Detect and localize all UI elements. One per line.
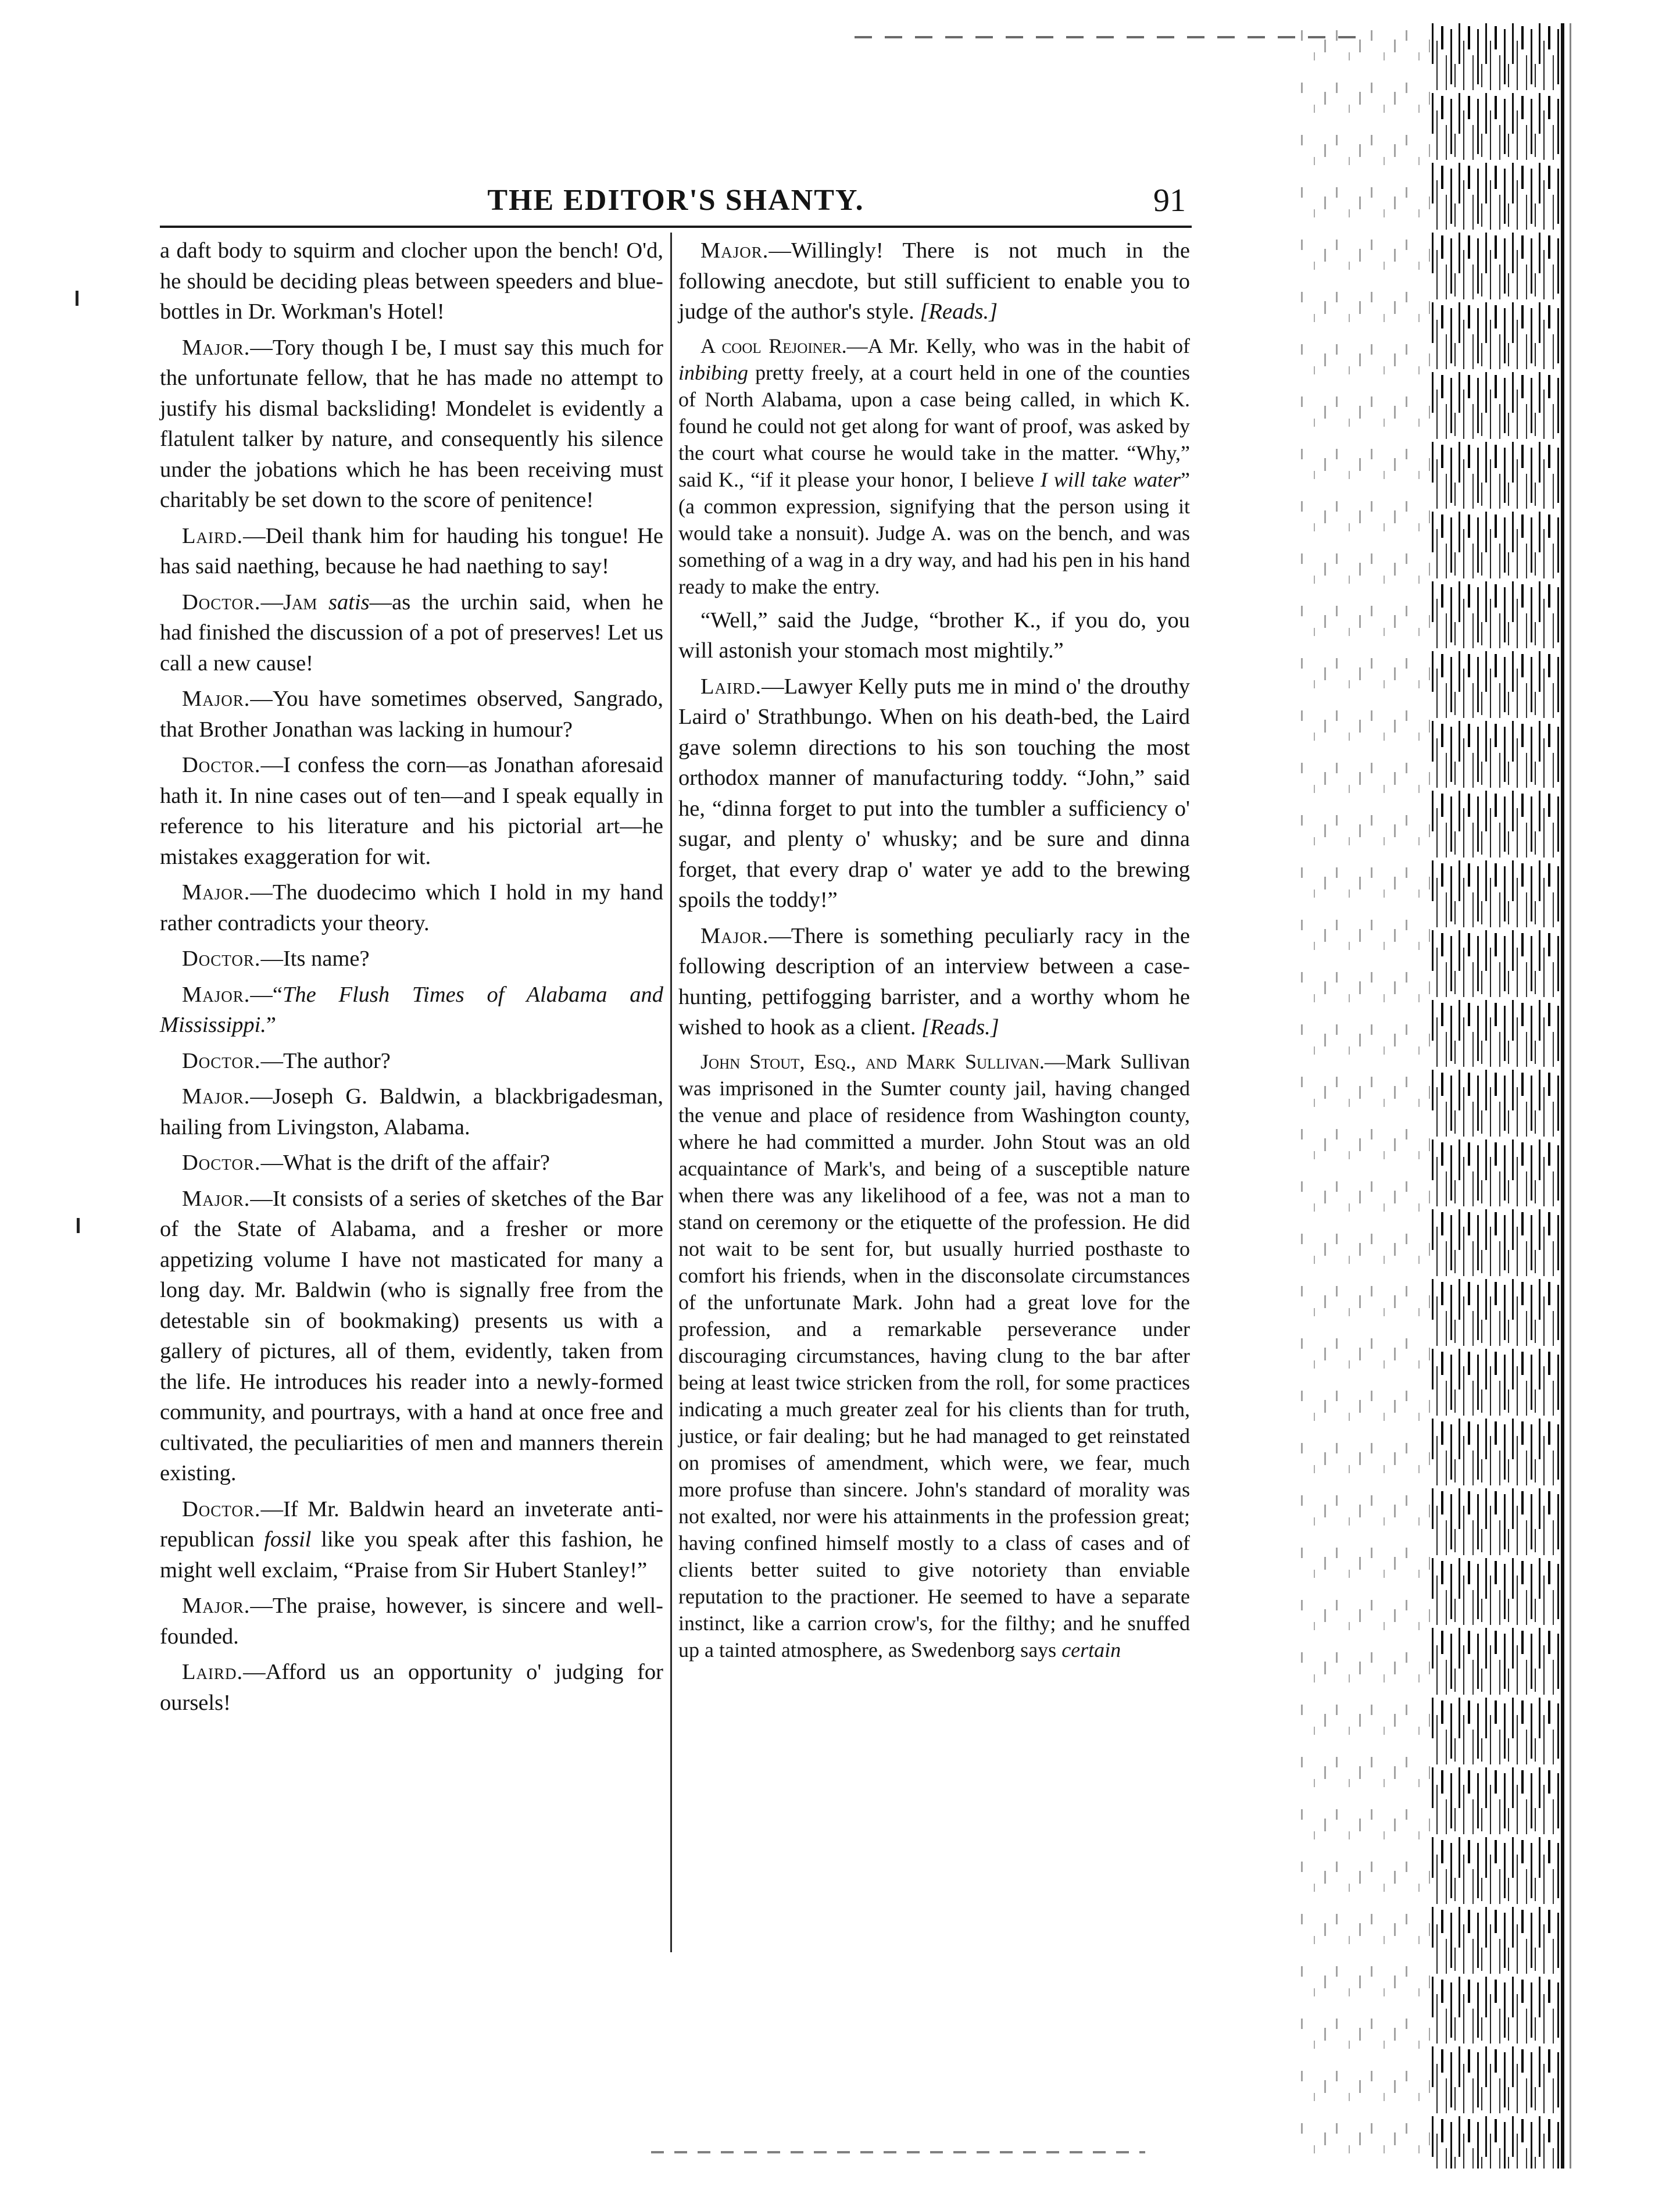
book-binding-edge <box>1296 23 1610 2169</box>
paragraph: Major.—The duodecimo which I hold in my hand rather contradicts your theory. <box>160 880 663 935</box>
speaker-label: Major. <box>182 687 251 711</box>
anecdote-heading: A cool Rejoiner. <box>700 334 847 358</box>
anecdote-heading: John Stout, Esq., and Mark Sullivan. <box>700 1049 1045 1073</box>
paragraph: Major.—There is something peculiarly racy in the following description of an interview between a case-hunting, pettifogging barrister, and a worthy whom he wished to hook as a client. [Reads.] <box>678 923 1190 1039</box>
right-column <box>678 235 1190 1669</box>
speaker-label: Major. <box>182 1084 251 1109</box>
page-header <box>160 177 1192 224</box>
speaker-label: Laird. <box>182 523 244 548</box>
running-title: THE EDITOR'S SHANTY. <box>487 184 864 217</box>
book-title: The Flush Times of Alabama and Mississippi. <box>160 982 663 1037</box>
paragraph: Major.—Joseph G. Baldwin, a blackbrigadesman, hailing from Livingston, Alabama. <box>160 1084 663 1139</box>
speaker-label: Laird. <box>700 674 762 699</box>
paragraph: Doctor.—The author? <box>182 1048 391 1073</box>
anecdote-paragraph: John Stout, Esq., and Mark Sullivan.—Mark Sullivan was imprisoned in the Sumter county jail, having changed the venue and place of residence from Washington county, where he had committed a murder. John Stout was an old acquaintance of Mark's, and being of a susceptible nature when there was any likelihood of a fee, was not a man to stand on ceremony or the etiquette of the profession. He did not wait to be sent for, but usually hurried posthaste to comfort his friends, when in the disconsolate circumstances of the unfortunate Mark. John had a great love for the profession, and a remarkable perseverance under discouraging circumstances, having clung to the bar after being at least twice stricken from the roll, for some practices indicating a much greater zeal for his clients than for truth, justice, or fair dealing; but he had managed to get reinstated on promises of amendment, which were, we fear, much more profuse than sincere. John's standard of morality was not exalted, nor were his attainments in the profession great; having confined himself mostly to a class of cases and of clients better suited to give notoriety than enviable reputation to the practioner. He seemed to have a separate instinct, like a carrion crow's, for the filthy; and he snuffed up a tainted atmosphere, as Swedenborg says certain <box>678 1049 1190 1662</box>
scan-top-dashes <box>855 36 1366 38</box>
column-rule <box>670 233 672 1952</box>
scan-bottom-dashes <box>651 2151 1145 2153</box>
anecdote-paragraph: A cool Rejoiner.—A Mr. Kelly, who was in the habit of inbibing pretty freely, at a court held in one of the counties of North Alabama, upon a case being called, in which K. found he could not get along for want of proof, was asked by the court what course he would take in the matter. “Why,” said K., “if it please your honor, I believe I will take water” (a common expression, signifying that the person using it would take a nonsuit). Judge A. was on the bench, and was something of a wag in a dry way, and had his pen in his hand ready to make the entry. <box>678 334 1190 598</box>
paragraph: Major.—The praise, however, is sincere and well-founded. <box>160 1594 663 1649</box>
speaker-label: Laird. <box>182 1660 244 1684</box>
speaker-label: Major. <box>182 982 251 1007</box>
speaker-label: Doctor. <box>182 1151 261 1175</box>
speaker-label: Major. <box>182 1594 251 1618</box>
paragraph: Laird.—Deil thank him for hauding his tongue! He has said naething, because he had naething to say! <box>160 523 663 578</box>
paragraph: Major.—It consists of a series of sketches of the Bar of the State of Alabama, and a fresher or more appetizing volume I have not masticated for many a long day. Mr. Baldwin (who is signally free from the detestable sin of bookmaking) presents us with a gallery of pictures, all of them, evidently, taken from the life. He introduces his reader into a newly-formed community, and pourtrays, with a hand at once free and cultivated, the peculiarities of men and manners therein existing. <box>160 1186 663 1485</box>
speaker-label: Doctor. <box>182 946 261 971</box>
stage-direction: [Reads.] <box>920 299 998 324</box>
speaker-label: Doctor. <box>182 590 261 615</box>
paragraph: “Well,” said the Judge, “brother K., if you do, you will astonish your stomach most mightily.” <box>678 608 1190 663</box>
paragraph: a daft body to squirm and clocher upon the bench! O'd, he should be deciding pleas between speeders and blue-bottles in Dr. Workman's Hotel! <box>160 238 663 324</box>
paragraph: Major.—Tory though I be, I must say this much for the unfortunate fellow, that he has made no attempt to justify his dismal backsliding! Mondelet is evidently a flatulent talker by nature, and consequently his silence under the jobations which he has been receiving must charitably be set down to the score of penitence! <box>160 335 663 512</box>
speaker-label: Major. <box>700 923 769 948</box>
speaker-label: Major. <box>182 1186 251 1211</box>
scan-margin-mark <box>77 1218 80 1233</box>
paragraph: Doctor.—I confess the corn—as Jonathan aforesaid hath it. In nine cases out of ten—and I speak equally in reference to his literature and his pictorial art—he mistakes exaggeration for wit. <box>160 753 663 869</box>
speaker-label: Doctor. <box>182 1496 261 1521</box>
paragraph: Doctor.—Its name? <box>182 946 370 971</box>
left-column <box>160 235 663 1723</box>
scan-margin-mark <box>76 291 78 306</box>
speaker-label: Doctor. <box>182 753 261 777</box>
paragraph: Doctor.—What is the drift of the affair? <box>182 1151 550 1175</box>
speaker-label: Doctor. <box>182 1048 261 1073</box>
paragraph: Major.—Willingly! There is not much in the following anecdote, but still sufficient to enable you to judge of the author's style. [Reads.] <box>678 238 1190 324</box>
speaker-label: Major. <box>182 880 251 905</box>
paragraph: Major.—“The Flush Times of Alabama and Mississippi.” <box>160 982 663 1037</box>
paragraph: Laird.—Lawyer Kelly puts me in mind o' the drouthy Laird o' Strathbungo. When on his death-bed, the Laird gave solemn directions to his son touching the most orthodox manner of manufacturing toddy. “John,” said he, “dinna forget to put into the tumbler a sufficiency o' sugar, and plenty o' whusky; and be sure and dinna forget, that every drap o' water ye add to the brewing spoils the toddy!” <box>678 674 1190 912</box>
paragraph: Doctor.—If Mr. Baldwin heard an inveterate anti-republican fossil like you speak after this fashion, he might well exclaim, “Praise from Sir Hubert Stanley!” <box>160 1496 663 1582</box>
paragraph: Doctor.—Jam satis—as the urchin said, when he had finished the discussion of a pot of preserves! Let us call a new cause! <box>160 590 663 676</box>
paragraph: Major.—You have sometimes observed, Sangrado, that Brother Jonathan was lacking in humour? <box>160 687 663 742</box>
speaker-label: Major. <box>700 238 769 263</box>
paragraph: Laird.—Afford us an opportunity o' judging for oursels! <box>160 1660 663 1715</box>
speaker-label: Major. <box>182 335 251 360</box>
header-rule <box>160 226 1192 228</box>
page-number: 91 <box>1153 183 1186 219</box>
stage-direction: [Reads.] <box>921 1015 999 1039</box>
